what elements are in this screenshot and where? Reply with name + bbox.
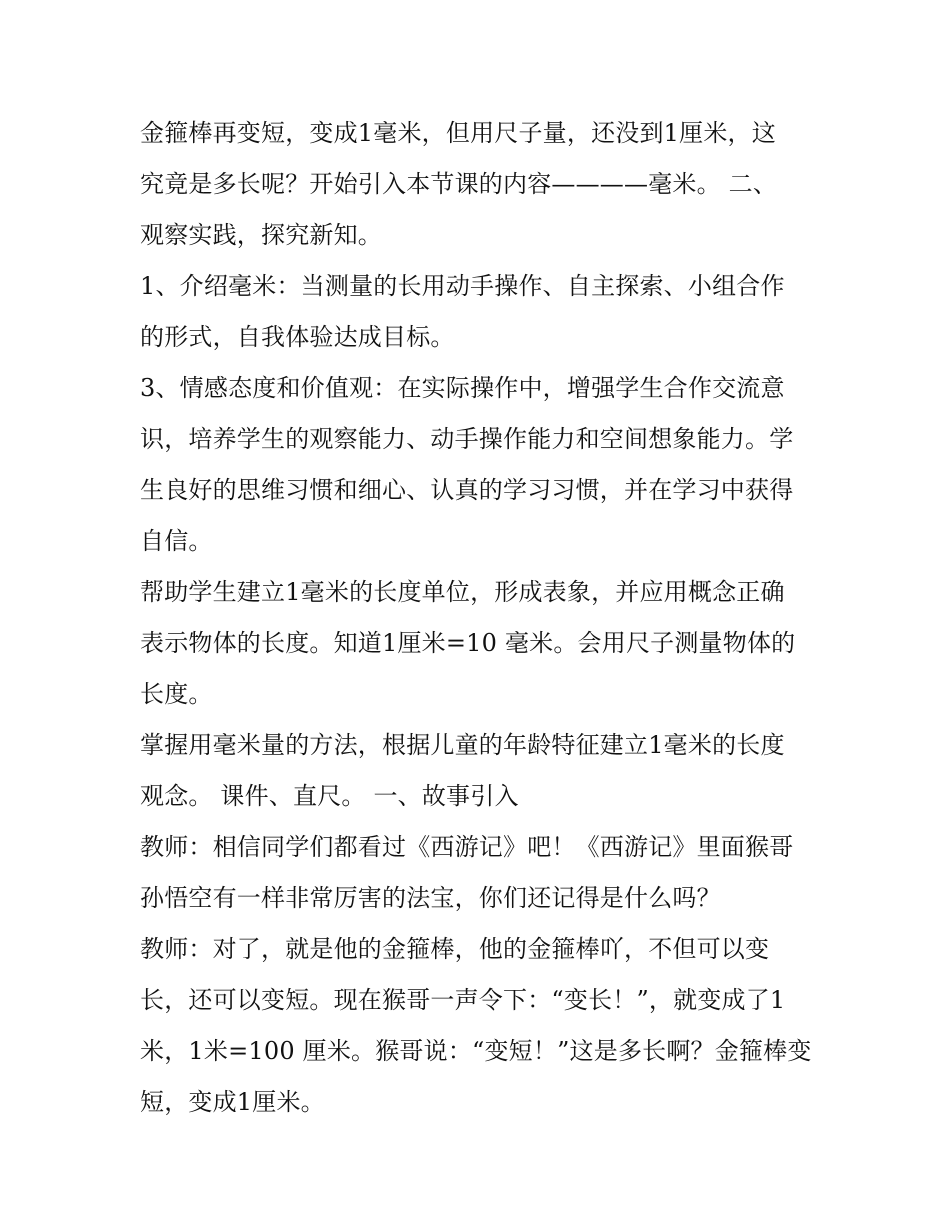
text-line: 长度。: [140, 680, 213, 708]
text-line: 金箍棒再变短，变成1毫米，但用尺子量，还没到1厘米，这: [140, 119, 776, 147]
document-body: [140, 108, 820, 1128]
text-line: 掌握用毫米量的方法，根据儿童的年龄特征建立1毫米的长度: [140, 731, 785, 759]
text-line: 1、介绍毫米：当测量的长用动手操作、自主探索、小组合作: [140, 272, 785, 300]
text-line: 自信。: [140, 527, 213, 555]
text-line: 教师：对了，就是他的金箍棒，他的金箍棒吖，不但可以变: [140, 935, 770, 963]
text-line: 长，还可以变短。现在猴哥一声令下：“变长！”，就变成了1: [140, 986, 786, 1014]
text-line: 识，培养学生的观察能力、动手操作能力和空间想象能力。学: [140, 425, 794, 453]
text-line: 生良好的思维习惯和细心、认真的学习习惯，并在学习中获得: [140, 476, 794, 504]
text-line: 表示物体的长度。知道1厘米=10 毫米。会用尺子测量物体的: [140, 629, 796, 657]
text-line: 的形式，自我体验达成目标。: [140, 323, 455, 351]
text-line: 帮助学生建立1毫米的长度单位，形成表象，并应用概念正确: [140, 578, 785, 606]
text-line: 教师：相信同学们都看过《西游记》吧！《西游记》里面猴哥: [140, 833, 794, 861]
text-line: 孙悟空有一样非常厉害的法宝，你们还记得是什么吗？: [140, 884, 721, 912]
text-line: 究竟是多长呢？开始引入本节课的内容————毫米。 二、: [140, 170, 778, 198]
text-line: 观念。 课件、直尺。 一、故事引入: [140, 782, 519, 810]
text-line: 米，1米=100 厘米。猴哥说：“变短！”这是多长啊？金箍棒变: [140, 1037, 812, 1065]
text-line: 3、情感态度和价值观：在实际操作中，增强学生合作交流意: [140, 374, 785, 402]
text-line: 观察实践，探究新知。: [140, 221, 382, 249]
text-line: 短，变成1厘米。: [140, 1088, 325, 1116]
